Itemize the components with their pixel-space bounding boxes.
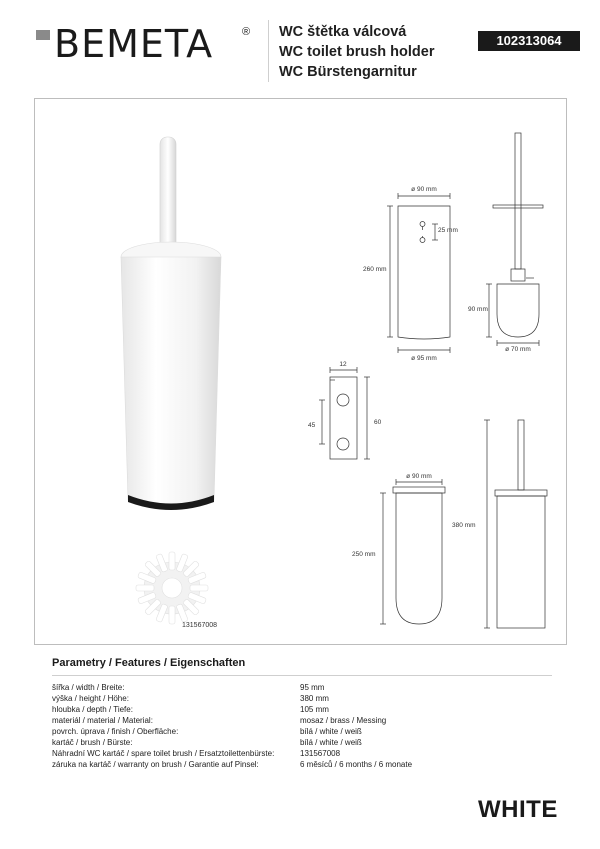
param-value: bílá / white / weiß xyxy=(300,738,362,747)
dim-height-260: 260 mm xyxy=(363,266,387,273)
spare-brush-icon xyxy=(136,552,208,624)
table-row xyxy=(52,737,552,748)
brush-handle xyxy=(160,137,176,253)
dim-bracket-hole-spacing: 45 xyxy=(308,422,316,429)
dim-total-height: 380 mm xyxy=(452,522,476,529)
table-row xyxy=(52,726,552,737)
color-name: WHITE xyxy=(478,796,558,823)
param-value: 95 mm xyxy=(300,683,325,692)
spare-brush-code: 131567008 xyxy=(182,622,218,629)
table-row xyxy=(52,759,552,770)
param-label: šířka / width / Breite: xyxy=(52,683,125,692)
param-label: Náhradní WC kartáč / spare toilet brush / Ersatztoilettenbürste: xyxy=(52,749,275,758)
param-value: 6 měsíců / 6 months / 6 monate xyxy=(300,760,413,769)
title-en: WC toilet brush holder xyxy=(279,44,435,60)
dim-bracket-width: 12 xyxy=(339,361,347,368)
params-divider xyxy=(52,675,552,676)
dim-top-diameter: ø 90 mm xyxy=(411,186,437,193)
table-row xyxy=(52,704,552,715)
title-cz: WC štětka válcová xyxy=(279,24,407,40)
product-photo xyxy=(121,137,221,510)
assembled-side-view xyxy=(484,420,547,628)
param-value: 380 mm xyxy=(300,694,329,703)
wall-bracket-view xyxy=(319,367,370,459)
dim-brush-head-diameter: ø 70 mm xyxy=(505,346,531,353)
table-row xyxy=(52,682,552,693)
params-title: Parametry / Features / Eigenschaften xyxy=(52,657,246,669)
param-label: záruka na kartáč / warranty on brush / Garantie auf Pinsel: xyxy=(52,760,259,769)
table-row xyxy=(52,715,552,726)
table-row xyxy=(52,748,552,759)
dim-insert-diameter: ø 90 mm xyxy=(406,473,432,480)
param-value: mosaz / brass / Messing xyxy=(300,716,387,725)
dim-insert-height: 250 mm xyxy=(352,551,376,558)
param-label: materiál / material / Material: xyxy=(52,716,153,725)
title-de: WC Bürstengarnitur xyxy=(279,64,417,80)
param-label: kartáč / brush / Bürste: xyxy=(52,738,133,747)
param-value: 105 mm xyxy=(300,705,329,714)
registered-mark: ® xyxy=(242,26,251,38)
product-code-badge: 102313064 xyxy=(478,31,580,51)
param-label: povrch. úprava / finish / Oberfläche: xyxy=(52,727,179,736)
param-value: bílá / white / weiß xyxy=(300,727,362,736)
insert-view xyxy=(380,479,445,624)
brush-side-view xyxy=(486,133,543,346)
param-value: 131567008 xyxy=(300,749,341,758)
dim-brush-head-height: 90 mm xyxy=(468,306,488,313)
front-view-holder xyxy=(387,193,450,353)
params-table xyxy=(52,682,552,770)
dim-hole-spacing: 25 mm xyxy=(438,227,458,234)
dim-bracket-height: 60 xyxy=(374,419,382,426)
dim-bottom-diameter: ø 95 mm xyxy=(411,355,437,362)
param-label: výška / height / Höhe: xyxy=(52,694,129,703)
param-label: hloubka / depth / Tiefe: xyxy=(52,705,133,714)
brand-name: BEMETA xyxy=(54,22,214,66)
holder-body xyxy=(121,257,221,508)
table-row xyxy=(52,693,552,704)
